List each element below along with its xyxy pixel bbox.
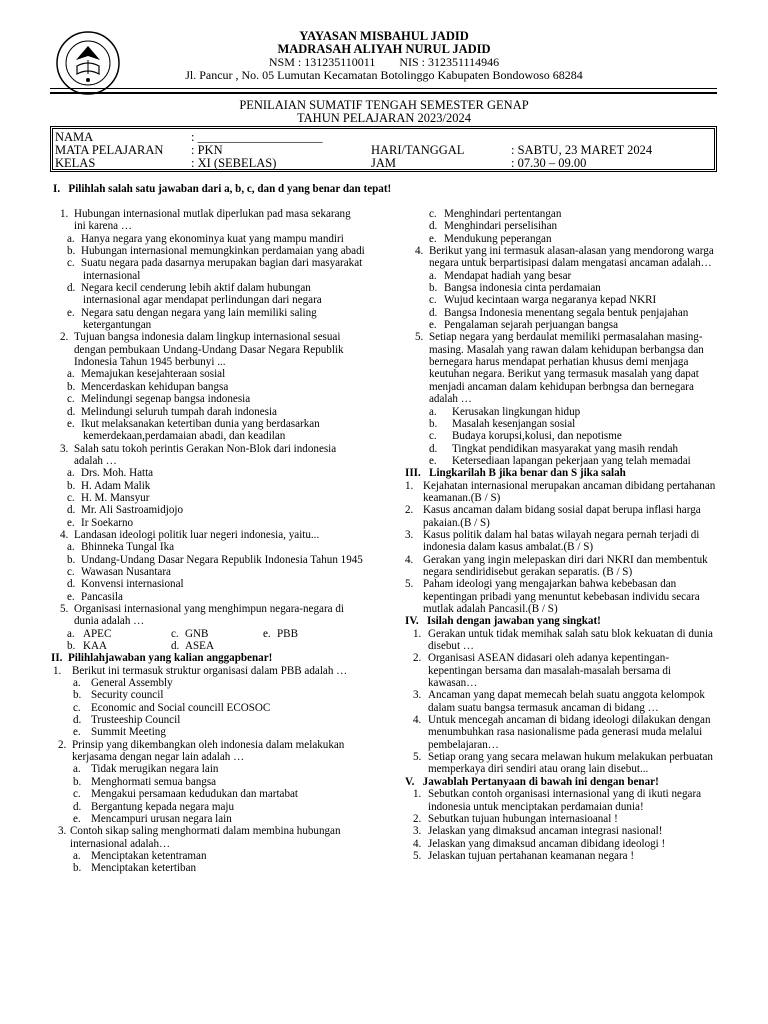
question: 4. Landasan ideologi politik luar negeri indonesia, yaitu... a. Bhinneka Tungal Ika b. Undang-Undang Dasar Negara Republik Indonesia Tahun 1945 c. Wawasan Nusantara d. Konvensi internasional e. Pancasila xyxy=(60,528,363,603)
jam-value: : 07.30 – 09.00 xyxy=(511,156,587,170)
section-5-heading: V. Jawablah Pertanyaan di bawah ini dengan benar! xyxy=(405,775,659,788)
mapel-label: MATA PELAJARAN xyxy=(55,143,164,157)
option-b[interactable]: Mencerdaskan kehidupan bangsa xyxy=(81,380,229,393)
question: 5. Organisasi internasional yang menghimpun negara-negara di dunia adalah … a. APEC c. GNB e. PBB b. KAA d. ASEA xyxy=(60,603,344,653)
option-b[interactable]: Bangsa indonesia cinta perdamaian xyxy=(444,282,601,295)
item-number: 4. xyxy=(413,837,422,850)
item-number: 4. xyxy=(405,553,414,566)
item-number: 5. xyxy=(413,751,422,764)
nama-label: NAMA xyxy=(55,130,94,144)
option-e[interactable]: Ikut melaksanakan ketertiban dunia yang berdasarkan kemerdekaan,perdamaian abadi, dan keadilan xyxy=(81,417,320,443)
option-c[interactable]: Economic and Social councill ECOSOC xyxy=(91,701,271,714)
option-a[interactable]: Memajukan kesejahteraan sosial xyxy=(81,368,226,381)
question: 2. Tujuan bangsa indonesia dalam lingkup internasional sesuai dengan pembukaan Undang-Undang Dasar Negara Republik Indonesia Tahun 1945 berbunyi ... a. Memajukan kesejahteraan sosial b. Mencerdaskan kehidupan bangsa c. Melindungi segenap bangsa indonesia d. Melindungi seluruh tumpah darah indonesia e. Ikut melaksanakan ketertiban dunia yang berdasarkan kemerdekaan,perdamaian abadi, dan keadilan xyxy=(60,331,344,443)
short-answer-item: Gerakan untuk tidak memihak salah satu blok kekuatan di dunia disebut … xyxy=(428,627,713,653)
item-number: 1. xyxy=(405,479,414,492)
left-column xyxy=(53,208,365,875)
question-text: Landasan ideologi politik luar negeri indonesia, yaitu... xyxy=(74,528,320,541)
option-e[interactable]: Ketersediaan lapangan pekerjaan yang telah memadai xyxy=(452,454,691,467)
option-b[interactable]: Menciptakan ketertiban xyxy=(91,862,197,875)
right-column xyxy=(405,208,717,862)
short-answer-item: Ancaman yang dapat memecah belah suatu anggota kelompok dalam suatu bangsa termasuk ancaman di bidang … xyxy=(428,689,705,714)
option-a[interactable]: Mendapat hadiah yang besar xyxy=(444,269,572,282)
question-number: 5. xyxy=(60,603,69,615)
question: 2. Prinsip yang dikembangkan oleh indonesia dalam melakukan kerjasama dengan negar lain adalah … a. Tidak merugikan negara lain b. Menghormati semua bangsa c. Mengakui persamaan kedudukan dan martabat d. Bergantung kepada negara maju e. Mencampuri urusan negara lain xyxy=(58,738,345,825)
option-d[interactable]: ASEA xyxy=(185,640,214,653)
essay-question: Jelaskan yang dimaksud ancaman dibidang ideologi ! xyxy=(428,837,666,850)
short-answer-item: Organisasi ASEAN didasari oleh adanya kepentingan-kepentingan bersama dan masalah-masalah bersama di kawasan… xyxy=(428,652,672,690)
question-text: Tujuan bangsa indonesia dalam lingkup internasional sesuai dengan pembukaan Undang-Undang Dasar Negara Republik Indonesia Tahun 1945 berbunyi ... xyxy=(74,331,344,369)
option-c[interactable]: Menghindari pertentangan xyxy=(444,208,562,220)
option-e[interactable]: Pancasila xyxy=(81,590,123,603)
question: 1. Hubungan internasional mutlak diperlukan pad masa sekarang ini karena … a. Hanya negara yang ekonominya kuat yang mampu mandiri b. Hubungan internasional memungkinkan perdamaian yang abadi c. Suatu negara pada dasarnya merupakan bagian dari masyarakat internasional d. Negara kecil cenderung lebih aktif dalam hubungan internasional agar mendapat perlindungan dari negara e. Negara satu dengan negara yang lain memiliki saling ketergantungan xyxy=(60,208,365,332)
essay-question: Jelaskan yang dimaksud ancaman integrasi nasional! xyxy=(428,825,663,838)
option-a[interactable]: Bhinneka Tungal Ika xyxy=(81,541,175,554)
nama-field[interactable]: : ____________________ xyxy=(191,130,323,144)
option-d[interactable]: Negara kecil cenderung lebih aktif dalam hubungan internasional agar mendapat perlindungan dari negara xyxy=(81,282,322,307)
true-false-item[interactable]: Kasus politik dalam hal batas wilayah negara pernah terjadi di indonesia dalam kasus ambalat.(B / S) xyxy=(423,528,700,554)
option-d[interactable]: Melindungi seluruh tumpah darah indonesia xyxy=(81,405,277,418)
item-number: 3. xyxy=(405,528,414,541)
option-b[interactable]: Masalah kesenjangan sosial xyxy=(452,417,576,430)
option-d[interactable]: Tingkat pendidikan masyarakat yang masih rendah xyxy=(452,442,679,455)
hari-value: : SABTU, 23 MARET 2024 xyxy=(511,143,653,157)
question: 3. Contoh sikap saling menghormati dalam membina hubungan internasional adalah… a. Menciptakan ketentraman b. Menciptakan ketertiban xyxy=(58,825,341,875)
option-a[interactable]: Menciptakan ketentraman xyxy=(91,849,207,862)
true-false-item[interactable]: Kejahatan internasional merupakan ancaman dibidang pertahanan keamanan.(B / S) xyxy=(423,479,716,504)
foundation-name: YAYASAN MISBAHUL JADID xyxy=(299,29,469,43)
option-e[interactable]: Mencampuri urusan negara lain xyxy=(91,812,232,825)
option-c[interactable]: Wawasan Nusantara xyxy=(81,565,171,578)
option-a[interactable]: Drs. Moh. Hatta xyxy=(81,467,154,480)
school-address: Jl. Pancur , No. 05 Lumutan Kecamatan Botolinggo Kabupaten Bondowoso 68284 xyxy=(185,68,583,82)
option-d[interactable]: Menghindari perselisihan xyxy=(444,220,558,233)
item-number: 2. xyxy=(413,652,422,665)
essay-question: Sebutkan contoh organisasi internasional yang di ikuti negara indonesia untuk menciptakan perdamaian dunia! xyxy=(428,788,702,813)
question-text: Organisasi internasional yang menghimpun negara-negara di dunia adalah … xyxy=(74,603,344,628)
hari-label: HARI/TANGGAL xyxy=(371,143,465,157)
question-number: 1. xyxy=(60,208,69,220)
question-number: 3. xyxy=(58,825,67,838)
option-a[interactable]: Hanya negara yang ekonominya kuat yang mampu mandiri xyxy=(81,232,344,245)
essay-question: Jelaskan tujuan pertahanan keamanan negara ! xyxy=(428,849,635,862)
question-text: Salah satu tokoh perintis Gerakan Non-Blok dari indonesia adalah … xyxy=(74,442,337,467)
question: 4. Berikut yang ini termasuk alasan-alasan yang mendorong warga negara untuk berpartisipasi dalam mengatasi ancaman adalah… a. Mendapat hadiah yang besar b. Bangsa indonesia cinta perdamaian c. Wujud kecintaan warga negaranya kepad NKRI d. Bangsa Indonesia menentang segala bentuk penjajahan e. Pengalaman sejarah perjuangan bangsa xyxy=(415,245,714,332)
student-info-box xyxy=(50,126,717,172)
option-c[interactable]: H. M. Mansyur xyxy=(81,491,150,504)
question-text: Berikut yang ini termasuk alasan-alasan yang mendorong warga negara untuk berpartisipasi dalam mengatasi ancaman adalah… xyxy=(429,245,714,270)
option-b[interactable]: Hubungan internasional memungkinkan perdamaian yang abadi xyxy=(81,245,365,258)
section-3-heading: III. Lingkarilah B jika benar dan S jika salah xyxy=(405,467,626,480)
question: 5. Setiap negara yang berdaulat memiliki permasalahan masing-masing. Masalah yang rawan dalam kehidupan berbangsa dan bernegara harus mendapat perhatian khusus demi menjaga keutuhan negara. Berikut yang termasuk masalah yang dapat menjadi ancaman dalam kehidupan berbngsa dan bernegara adalah … a. Kerusakan lingkungan hidup b. Masalah kesenjangan sosial c. Budaya korupsi,kolusi, dan nepotisme d. Tingkat pendidikan masyarakat yang masih rendah e. Ketersediaan lapangan pekerjaan yang telah memadai xyxy=(415,331,704,467)
true-false-item[interactable]: Paham ideologi yang mengajarkan bahwa kebebasan dan kepentingan pribadi yang menuntut kebebasan individu secara mutlak adalah Pancasil.(B / S) xyxy=(423,578,700,615)
question-text: Prinsip yang dikembangkan oleh indonesia dalam melakukan kerjasama dengan negar lain adalah … xyxy=(72,738,345,764)
option-b[interactable]: Security council xyxy=(91,689,164,702)
option-c[interactable]: Suatu negara pada dasarnya merupakan bagian dari masyarakat internasional xyxy=(81,257,363,282)
option-c[interactable]: Wujud kecintaan warga negaranya kepad NKRI xyxy=(444,294,657,307)
question-text: Contoh sikap saling menghormati dalam membina hubungan internasional adalah… xyxy=(70,825,341,850)
question-number: 2. xyxy=(60,331,69,344)
item-number: 2. xyxy=(405,504,414,517)
question-text: Berikut ini termasuk struktur organisasi dalam PBB adalah … xyxy=(72,664,348,677)
option-c[interactable]: Melindungi segenap bangsa indonesia xyxy=(81,393,251,406)
option-b[interactable]: Undang-Undang Dasar Negara Republik Indonesia Tahun 1945 xyxy=(81,553,363,566)
item-number: 5. xyxy=(405,578,414,591)
section-1-heading: I. Pilihlah salah satu jawaban dari a, b, c, dan d yang benar dan tepat! xyxy=(53,183,392,195)
option-e[interactable]: PBB xyxy=(277,627,298,640)
essay-list xyxy=(405,788,717,862)
option-a[interactable]: General Assembly xyxy=(91,677,173,690)
option-a[interactable]: Kerusakan lingkungan hidup xyxy=(452,405,581,418)
question-number: 2. xyxy=(58,738,67,751)
option-b[interactable]: H. Adam Malik xyxy=(81,479,151,492)
question-continued: c. Menghindari pertentangan d. Menghindari perselisihan e. Mendukung peperangan xyxy=(429,208,562,245)
true-false-item[interactable]: Gerakan yang ingin melepaskan diri dari NKRI dan membentuk negara sendiridisebut gerakan separatis. (B / S) xyxy=(423,553,708,578)
short-answer-list xyxy=(405,628,717,776)
question-text: Setiap negara yang berdaulat memiliki permasalahan masing-masing. Masalah yang rawan dalam kehidupan berbangsa dan bernegara harus mendapat perhatian khusus demi menjaga keutuhan negara. Berikut yang termasuk masalah yang dapat menjadi ancaman dalam kehidupan berbngsa dan bernegara adalah … xyxy=(429,331,704,406)
short-answer-item: Setiap orang yang secara melawan hukum melakukan perbuatan memperkaya diri sendiri atau orang lain disebut... xyxy=(428,751,713,776)
question-number: 4. xyxy=(415,245,424,258)
item-number: 1. xyxy=(413,627,422,640)
question-number: 4. xyxy=(60,528,69,541)
option-d[interactable]: Trusteeship Council xyxy=(91,714,181,727)
question: 3. Salah satu tokoh perintis Gerakan Non-Blok dari indonesia adalah … a. Drs. Moh. Hatta b. H. Adam Malik c. H. M. Mansyur d. Mr. Ali Sastroamidjojo e. Ir Soekarno xyxy=(60,442,337,529)
option-a[interactable]: Tidak merugikan negara lain xyxy=(91,763,219,776)
question-text: Hubungan internasional mutlak diperlukan pad masa sekarang ini karena … xyxy=(74,208,351,233)
option-a[interactable]: APEC xyxy=(83,627,112,640)
option-e[interactable]: Mendukung peperangan xyxy=(444,232,552,245)
option-c[interactable]: GNB xyxy=(185,627,209,640)
option-d[interactable]: Bangsa Indonesia menentang segala bentuk penjajahan xyxy=(444,306,689,319)
academic-year: TAHUN PELAJARAN 2023/2024 xyxy=(297,111,471,125)
exam-title: PENILAIAN SUMATIF TENGAH SEMESTER GENAP xyxy=(239,98,529,112)
school-ids: NSM : 131235110011 NIS : 312351114946 xyxy=(268,55,500,69)
option-e[interactable]: Negara satu dengan negara yang lain memiliki saling ketergantungan xyxy=(81,306,317,332)
option-c[interactable]: Mengakui persamaan kedudukan dan martabat xyxy=(91,788,299,801)
true-false-list xyxy=(405,480,717,616)
item-number: 3. xyxy=(413,825,422,838)
option-b[interactable]: KAA xyxy=(83,640,108,653)
header-divider xyxy=(50,88,717,94)
essay-question: Sebutkan tujuan hubungan internasioanal ! xyxy=(428,812,618,825)
option-e[interactable]: Pengalaman sejarah perjuangan bangsa xyxy=(444,319,619,332)
question-number: 1. xyxy=(53,664,62,677)
option-d[interactable]: Bergantung kepada negara maju xyxy=(91,800,235,813)
option-d[interactable]: Mr. Ali Sastroamidjojo xyxy=(81,504,184,517)
school-name: MADRASAH ALIYAH NURUL JADID xyxy=(277,42,491,56)
mapel-value: : PKN xyxy=(191,143,223,157)
item-number: 5. xyxy=(413,849,422,862)
option-d[interactable]: Konvensi internasional xyxy=(81,578,184,591)
jam-label: JAM xyxy=(371,156,397,170)
short-answer-item: Untuk mencegah ancaman di bidang ideologi dilakukan dengan menumbuhkan rasa nasionalisme pada generasi muda melalui pembelajaran… xyxy=(428,714,711,751)
question-number: 3. xyxy=(60,442,69,455)
item-number: 4. xyxy=(413,714,422,727)
section-4-heading: IV. Isilah dengan jawaban yang singkat! xyxy=(405,615,601,628)
kelas-label: KELAS xyxy=(55,156,96,170)
option-e[interactable]: Ir Soekarno xyxy=(81,516,134,529)
option-c[interactable]: Budaya korupsi,kolusi, dan nepotisme xyxy=(452,430,622,443)
item-number: 2. xyxy=(413,812,422,825)
item-number: 3. xyxy=(413,689,422,702)
option-b[interactable]: Menghormati semua bangsa xyxy=(91,775,217,788)
option-e[interactable]: Summit Meeting xyxy=(91,726,166,739)
question: 1. Berikut ini termasuk struktur organisasi dalam PBB adalah … a. General Assembly b. Security council c. Economic and Social councill ECOSOC d. Trusteeship Council e. Summit Meeting xyxy=(53,664,348,739)
true-false-item[interactable]: Kasus ancaman dalam bidang sosial dapat berupa inflasi harga pakaian.(B / S) xyxy=(423,504,701,529)
question-number: 5. xyxy=(415,331,424,344)
section-2-heading: II. Pilihlahjawaban yang kalian anggapbenar! xyxy=(51,652,273,665)
kelas-value: : XI (SEBELAS) xyxy=(191,156,277,170)
item-number: 1. xyxy=(413,788,422,801)
